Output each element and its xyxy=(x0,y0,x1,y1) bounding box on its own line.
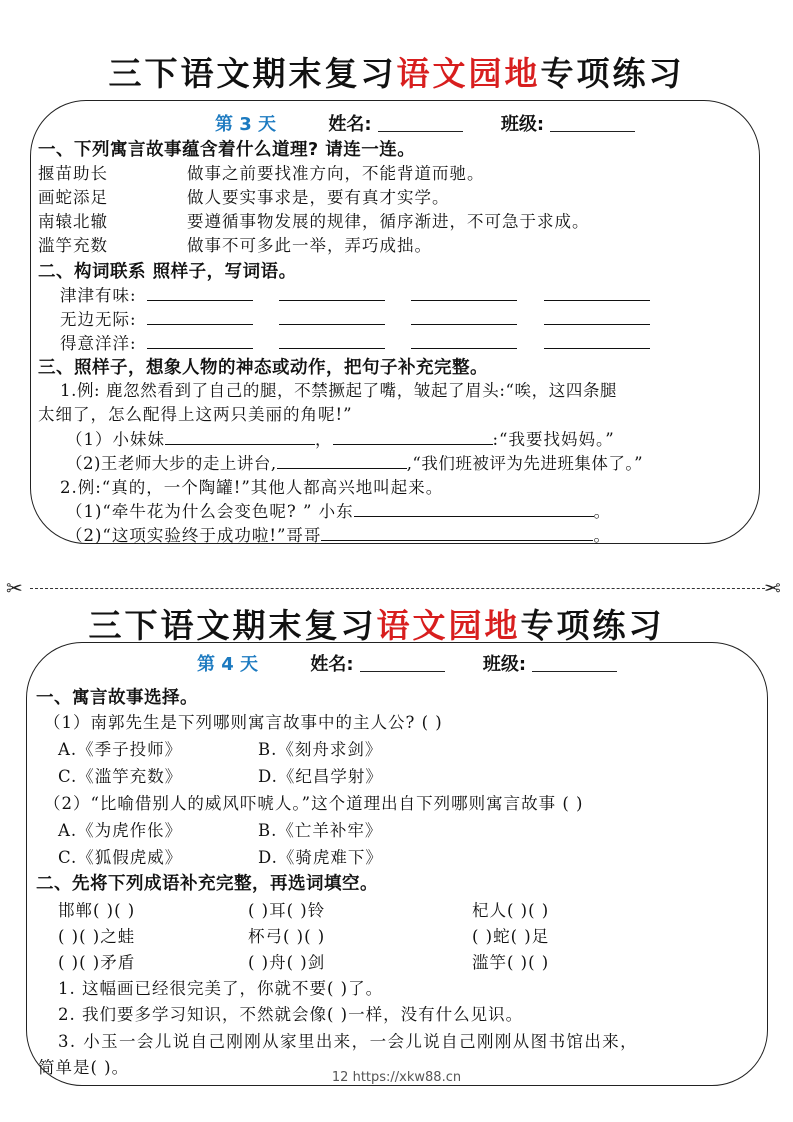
question-1: （1）小妹妹 ， :“我要找妈妈。” xyxy=(66,430,615,449)
scissors-icon: ✂ xyxy=(764,576,781,600)
answer-blank[interactable] xyxy=(277,454,407,469)
story-item[interactable]: 揠苗助长 xyxy=(38,164,108,183)
word-blank[interactable] xyxy=(411,286,517,301)
class-label: 班级: xyxy=(482,654,527,675)
answer-blank[interactable] xyxy=(321,526,593,541)
word-prompt: 得意洋洋: xyxy=(60,330,650,354)
word-prompt: 津津有味: xyxy=(60,282,650,306)
section-heading: 二、先将下列成语补充完整，再选词填空。 xyxy=(36,874,378,894)
option-c[interactable]: C.《狐假虎威》 xyxy=(58,848,183,867)
answer-blank[interactable] xyxy=(333,430,493,445)
fill-question-3-answer[interactable]: 简单是( )。 xyxy=(38,1058,130,1077)
answer-blank[interactable] xyxy=(165,430,315,445)
class-field[interactable] xyxy=(532,655,617,672)
idiom-blank[interactable]: 杯弓( )( ) xyxy=(248,927,326,946)
story-item[interactable]: 滥竽充数 xyxy=(38,236,108,255)
answer-blank[interactable] xyxy=(354,502,594,517)
idiom-blank[interactable]: ( )耳( )铃 xyxy=(248,901,326,920)
header-line-day3 xyxy=(215,110,667,136)
word-blank[interactable] xyxy=(147,334,253,349)
class-label: 班级: xyxy=(500,114,545,135)
idiom-blank[interactable]: 邯郸( )( ) xyxy=(58,901,136,920)
word-blank[interactable] xyxy=(544,334,650,349)
section-heading: 一、寓言故事选择。 xyxy=(36,688,198,708)
idiom-blank[interactable]: 滥竽( )( ) xyxy=(472,953,550,972)
word-blank[interactable] xyxy=(544,286,650,301)
option-b[interactable]: B.《刻舟求剑》 xyxy=(258,740,383,759)
option-a[interactable]: A.《为虎作伥》 xyxy=(58,821,183,840)
moral-item[interactable]: 做事不可多此一举，弄巧成拙。 xyxy=(187,236,432,255)
idiom-blank[interactable]: ( )蛇( )足 xyxy=(472,927,550,946)
moral-item[interactable]: 要遵循事物发展的规律，循序渐进，不可急于求成。 xyxy=(187,212,590,231)
option-a[interactable]: A.《季子投师》 xyxy=(58,740,183,759)
word-prompt: 无边无际: xyxy=(60,306,650,330)
option-d[interactable]: D.《纪昌学射》 xyxy=(258,767,383,786)
example-text: 太细了，怎么配得上这两只美丽的角呢!” xyxy=(38,405,353,424)
moral-item[interactable]: 做人要实事求是，要有真才实学。 xyxy=(187,188,450,207)
word-blank[interactable] xyxy=(147,310,253,325)
option-c[interactable]: C.《滥竽充数》 xyxy=(58,767,183,786)
page-title-1: 三下语文期末复习语文园地专项练习 xyxy=(108,54,685,93)
question-4: （2)“这项实验终于成功啦!”哥哥 。 xyxy=(66,526,611,545)
word-blank[interactable] xyxy=(411,310,517,325)
fill-question-3: 3. 小玉一会儿说自己刚刚从家里出来，一会儿说自己刚刚从图书馆出来， xyxy=(58,1032,639,1051)
header-line-day4 xyxy=(197,650,649,676)
story-item[interactable]: 画蛇添足 xyxy=(38,188,108,207)
word-blank[interactable] xyxy=(279,334,385,349)
word-blank[interactable] xyxy=(279,310,385,325)
day-label: 第 3 天 xyxy=(215,114,277,135)
section-heading: 三、照样子，想象人物的神态或动作，把句子补充完整。 xyxy=(38,358,488,378)
word-blank[interactable] xyxy=(544,310,650,325)
word-blank[interactable] xyxy=(411,334,517,349)
question-3: （1)“牵牛花为什么会变色呢? ” 小东 。 xyxy=(66,502,612,521)
option-d[interactable]: D.《骑虎难下》 xyxy=(258,848,383,867)
cut-line xyxy=(30,588,765,589)
example-text: 2.例:“真的，一个陶罐!”其他人都高兴地叫起来。 xyxy=(60,478,444,497)
page-title-2: 三下语文期末复习语文园地专项练习 xyxy=(88,606,665,645)
question-text: （1）南郭先生是下列哪则寓言故事中的主人公? ( ) xyxy=(44,713,443,732)
story-item[interactable]: 南辕北辙 xyxy=(38,212,108,231)
idiom-blank[interactable]: ( )( )之蛙 xyxy=(58,927,136,946)
page-footer: 12 https://xkw88.cn xyxy=(331,1070,462,1085)
name-field[interactable] xyxy=(378,115,463,132)
scissors-icon: ✂ xyxy=(6,576,23,600)
class-field[interactable] xyxy=(550,115,635,132)
question-text: （2）“比喻借别人的威风吓唬人。”这个道理出自下列哪则寓言故事 ( ) xyxy=(44,794,584,813)
fill-question-2[interactable]: 2. 我们要多学习知识，不然就会像( )一样，没有什么见识。 xyxy=(58,1005,524,1024)
idiom-blank[interactable]: ( )( )矛盾 xyxy=(58,953,136,972)
name-field[interactable] xyxy=(360,655,445,672)
word-blank[interactable] xyxy=(279,286,385,301)
moral-item[interactable]: 做事之前要找准方向，不能背道而驰。 xyxy=(187,164,485,183)
section-heading: 一、下列寓言故事蕴含着什么道理? 请连一连。 xyxy=(38,140,416,160)
idiom-blank[interactable]: ( )舟( )剑 xyxy=(248,953,326,972)
question-2: （2)王老师大步的走上讲台, ,“我们班被评为先进班集体了。” xyxy=(66,454,644,473)
fill-question-1[interactable]: 1. 这幅画已经很完美了，你就不要( )了。 xyxy=(58,979,384,998)
idiom-blank[interactable]: 杞人( )( ) xyxy=(472,901,550,920)
name-label: 姓名: xyxy=(310,654,354,675)
day-label: 第 4 天 xyxy=(197,654,259,675)
option-b[interactable]: B.《亡羊补牢》 xyxy=(258,821,383,840)
section-heading: 二、构词联系 照样子，写词语。 xyxy=(38,262,297,282)
example-text: 1.例: 鹿忽然看到了自己的腿，不禁撅起了嘴，皱起了眉头:“唉，这四条腿 xyxy=(60,381,618,400)
word-blank[interactable] xyxy=(147,286,253,301)
name-label: 姓名: xyxy=(328,114,372,135)
